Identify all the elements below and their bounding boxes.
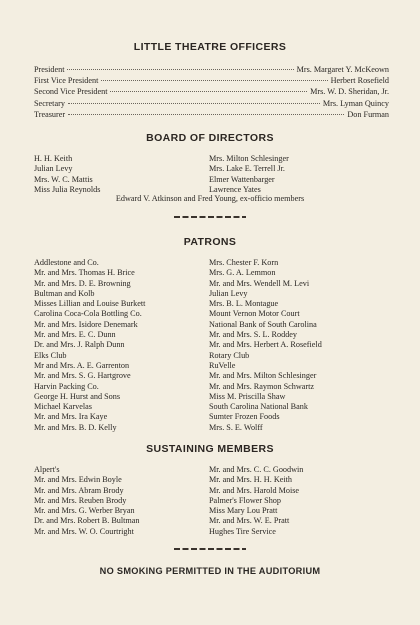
patron-entry: Mr. and Mrs. Wendell M. Levi <box>209 278 310 288</box>
member-entry: Palmer's Flower Shop <box>209 495 281 505</box>
member-entry: Mr. and Mrs. Abram Brody <box>34 485 124 495</box>
patron-entry: Mr. and Mrs. Thomas H. Brice <box>34 268 135 278</box>
officer-name: Don Furman <box>347 109 389 119</box>
patron-entry: Rotary Club <box>209 350 250 360</box>
board-member: Mrs. Lake E. Terrell Jr. <box>209 164 285 174</box>
officer-row <box>34 86 389 97</box>
board-right-column <box>209 154 289 195</box>
patron-entry: Addlestone and Co. <box>34 258 99 267</box>
patrons-heading: PATRONS <box>183 236 237 248</box>
officer-title: Second Vice President <box>34 87 108 97</box>
dot-leader <box>67 69 293 70</box>
patron-entry: George H. Hurst and Sons <box>34 391 121 401</box>
patron-entry: Mr. and Mrs. S. L. Roddey <box>209 330 298 340</box>
patron-entry: Mr. and Mrs. Milton Schlesinger <box>209 371 317 381</box>
patron-entry: South Carolina National Bank <box>209 402 308 412</box>
patron-entry: Harvin Packing Co. <box>34 381 99 391</box>
patron-entry: Misses Lillian and Louise Burkett <box>34 299 146 309</box>
patron-entry: Dr. and Mrs. J. Ralph Dunn <box>34 340 125 350</box>
patron-entry: Mrs. B. L. Montague <box>209 299 279 309</box>
patron-entry: Mr. and Mrs. Raymon Schwartz <box>209 381 315 391</box>
board-member: Mrs. Milton Schlesinger <box>209 154 289 163</box>
patron-entry: Mr. and Mrs. E. C. Dunn <box>34 330 116 340</box>
member-entry: Mr. and Mrs. Edwin Boyle <box>34 475 122 485</box>
no-smoking-notice: NO SMOKING PERMITTED IN THE AUDITORIUM <box>99 566 321 576</box>
board-member: H. H. Keith <box>34 154 73 163</box>
sustaining-left-column <box>34 465 140 537</box>
patron-entry: Mr. and Mrs. D. E. Browning <box>34 278 131 288</box>
officer-name: Herbert Rosefield <box>330 76 389 86</box>
officer-name: Mrs. W. D. Sheridan, Jr. <box>310 87 389 97</box>
officer-title: President <box>34 65 65 74</box>
officer-row <box>34 98 389 109</box>
patron-entry: Mrs. G. A. Lemmon <box>209 268 276 278</box>
patron-entry: Mrs. S. E. Wolff <box>209 422 263 432</box>
board-member: Lawrence Yates <box>209 184 261 194</box>
page-title: LITTLE THEATRE OFFICERS <box>133 41 287 53</box>
officer-title: Secretary <box>34 98 65 108</box>
member-entry: Mr. and Mrs. Harold Moise <box>209 485 300 495</box>
patron-entry: Mr. and Mrs. Herbert A. Rosefield <box>209 340 322 350</box>
officer-row <box>34 75 389 86</box>
section-divider <box>174 215 246 219</box>
officer-title: Treasurer <box>34 109 66 119</box>
patron-entry: Sumter Frozen Foods <box>209 412 280 422</box>
patron-entry: Mr. and Mrs. Ira Kaye <box>34 412 108 422</box>
sustaining-heading: SUSTAINING MEMBERS <box>146 443 274 455</box>
patron-entry: Bultman and Kolb <box>34 288 95 298</box>
member-entry: Mr. and Mrs. W. O. Courtright <box>34 526 134 536</box>
dot-leader <box>110 91 307 92</box>
officer-title: First Vice President <box>34 76 99 86</box>
dot-leader <box>101 80 327 81</box>
board-member: Julian Levy <box>34 164 73 174</box>
patron-entry: Mr and Mrs. A. E. Garrenton <box>34 360 130 370</box>
board-left-column <box>34 154 100 195</box>
board-heading: BOARD OF DIRECTORS <box>146 132 274 144</box>
patron-entry: Mr. and Mrs. Isidore Denemark <box>34 319 138 329</box>
member-entry: Mr. and Mrs. C. C. Goodwin <box>209 465 304 474</box>
member-entry: Miss Mary Lou Pratt <box>209 506 278 516</box>
patron-entry: Michael Karvelas <box>34 402 92 412</box>
dot-leader <box>68 103 320 104</box>
section-divider <box>174 547 246 551</box>
member-entry: Mr. and Mrs. H. H. Keith <box>209 475 293 485</box>
patron-entry: Mrs. Chester F. Korn <box>209 258 279 267</box>
member-entry: Mr. and Mrs. G. Werber Bryan <box>34 506 135 516</box>
officer-name: Mrs. Margaret Y. McKeown <box>296 65 389 74</box>
member-entry: Alpert's <box>34 465 60 474</box>
board-member: Elmer Wattenbarger <box>209 174 275 184</box>
board-member: Miss Julia Reynolds <box>34 184 101 194</box>
officers-list <box>34 64 389 120</box>
officer-row <box>34 109 389 120</box>
patrons-right-column <box>209 258 322 433</box>
board-member: Mrs. W. C. Mattis <box>34 174 93 184</box>
officer-name: Mrs. Lyman Quincy <box>322 98 389 108</box>
patron-entry: Miss M. Priscilla Shaw <box>209 391 286 401</box>
ex-officio-note: Edward V. Atkinson and Fred Young, ex-officio members <box>115 194 305 203</box>
patrons-left-column <box>34 258 145 433</box>
member-entry: Hughes Tire Service <box>209 526 276 536</box>
patron-entry: Carolina Coca-Cola Bottling Co. <box>34 309 142 319</box>
patron-entry: RuVelle <box>209 360 236 370</box>
patron-entry: Elks Club <box>34 350 67 360</box>
patron-entry: Mr. and Mrs. S. G. Hartgrove <box>34 371 131 381</box>
member-entry: Mr. and Mrs. Reuben Brody <box>34 495 127 505</box>
officer-row <box>34 64 389 75</box>
dot-leader <box>68 114 344 115</box>
patron-entry: Mount Vernon Motor Court <box>209 309 300 319</box>
patron-entry: Mr. and Mrs. B. D. Kelly <box>34 422 117 432</box>
patron-entry: Julian Levy <box>209 288 248 298</box>
sustaining-right-column <box>209 465 303 537</box>
member-entry: Mr. and Mrs. W. E. Pratt <box>209 516 290 526</box>
patron-entry: National Bank of South Carolina <box>209 319 317 329</box>
member-entry: Dr. and Mrs. Robert B. Bultman <box>34 516 140 526</box>
